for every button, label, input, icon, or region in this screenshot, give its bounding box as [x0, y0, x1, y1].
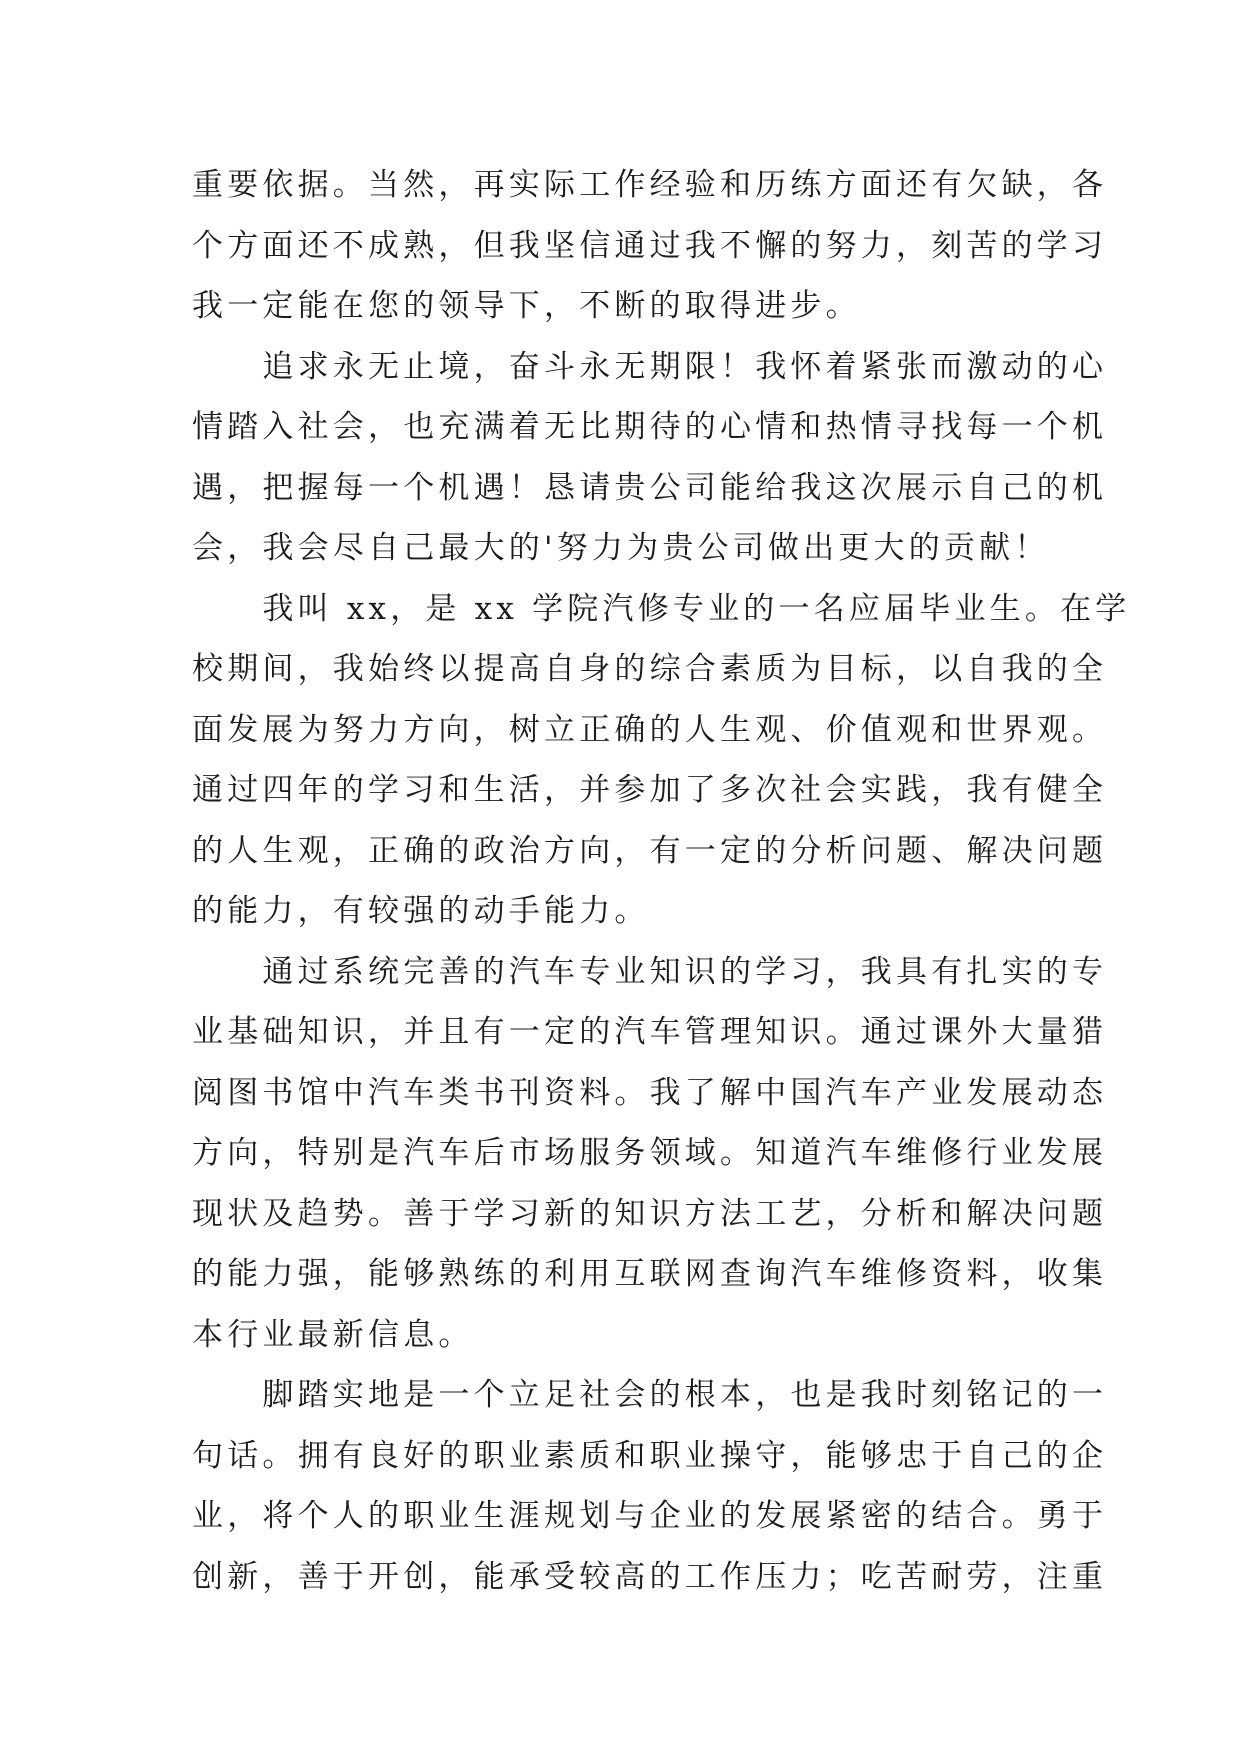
document-body [192, 155, 1131, 1607]
text-line: 创新，善于开创，能承受较高的工作压力；吃苦耐劳，注重 [192, 1558, 1108, 1595]
text-line: 通过系统完善的汽车专业知识的学习，我具有扎实的专 [192, 953, 1108, 990]
text-line: 校期间，我始终以提高自身的综合素质为目标，以自我的全 [192, 651, 1108, 687]
text-line: 情踏入社会，也充满着无比期待的心情和热情寻找每一个机 [192, 409, 1108, 445]
text-line: 方向，特别是汽车后市场服务领域。知道汽车维修行业发展 [192, 1135, 1108, 1171]
text-line: 的能力强，能够熟练的利用互联网查询汽车维修资料，收集 [192, 1256, 1108, 1292]
text-line: 追求永无止境，奋斗永无期限！我怀着紧张而激动的心 [192, 348, 1108, 385]
text-line: 会，我会尽自己最大的'努力为贵公司做出更大的贡献！ [192, 530, 1050, 566]
text-line: 通过四年的学习和生活，并参加了多次社会实践，我有健全 [192, 772, 1108, 808]
text-line: 我叫 xx，是 xx 学院汽修专业的一名应届毕业生。在学 [192, 590, 1131, 627]
text-line: 本行业最新信息。 [192, 1316, 474, 1353]
text-line: 现状及趋势。善于学习新的知识方法工艺，分析和解决问题 [192, 1195, 1108, 1232]
text-line: 业，将个人的职业生涯规划与企业的发展紧密的结合。勇于 [192, 1498, 1108, 1534]
text-line: 面发展为努力方向，树立正确的人生观、价值观和世界观。 [192, 711, 1108, 748]
text-line: 遇，把握每一个机遇！恳请贵公司能给我这次展示自己的机 [192, 469, 1108, 506]
text-line: 个方面还不成熟，但我坚信通过我不懈的努力，刻苦的学习 [192, 227, 1108, 264]
text-line: 重要依据。当然，再实际工作经验和历练方面还有欠缺，各 [192, 167, 1108, 203]
text-line: 脚踏实地是一个立足社会的根本，也是我时刻铭记的一 [192, 1377, 1108, 1413]
text-line: 句话。拥有良好的职业素质和职业操守，能够忠于自己的企 [192, 1437, 1108, 1474]
text-line: 的人生观，正确的政治方向，有一定的分析问题、解决问题 [192, 832, 1108, 869]
text-line: 的能力，有较强的动手能力。 [192, 893, 650, 929]
text-line: 阅图书馆中汽车类书刊资料。我了解中国汽车产业发展动态 [192, 1074, 1108, 1111]
text-line: 我一定能在您的领导下，不断的取得进步。 [192, 288, 861, 324]
text-line: 业基础知识，并且有一定的汽车管理知识。通过课外大量猎 [192, 1014, 1108, 1050]
